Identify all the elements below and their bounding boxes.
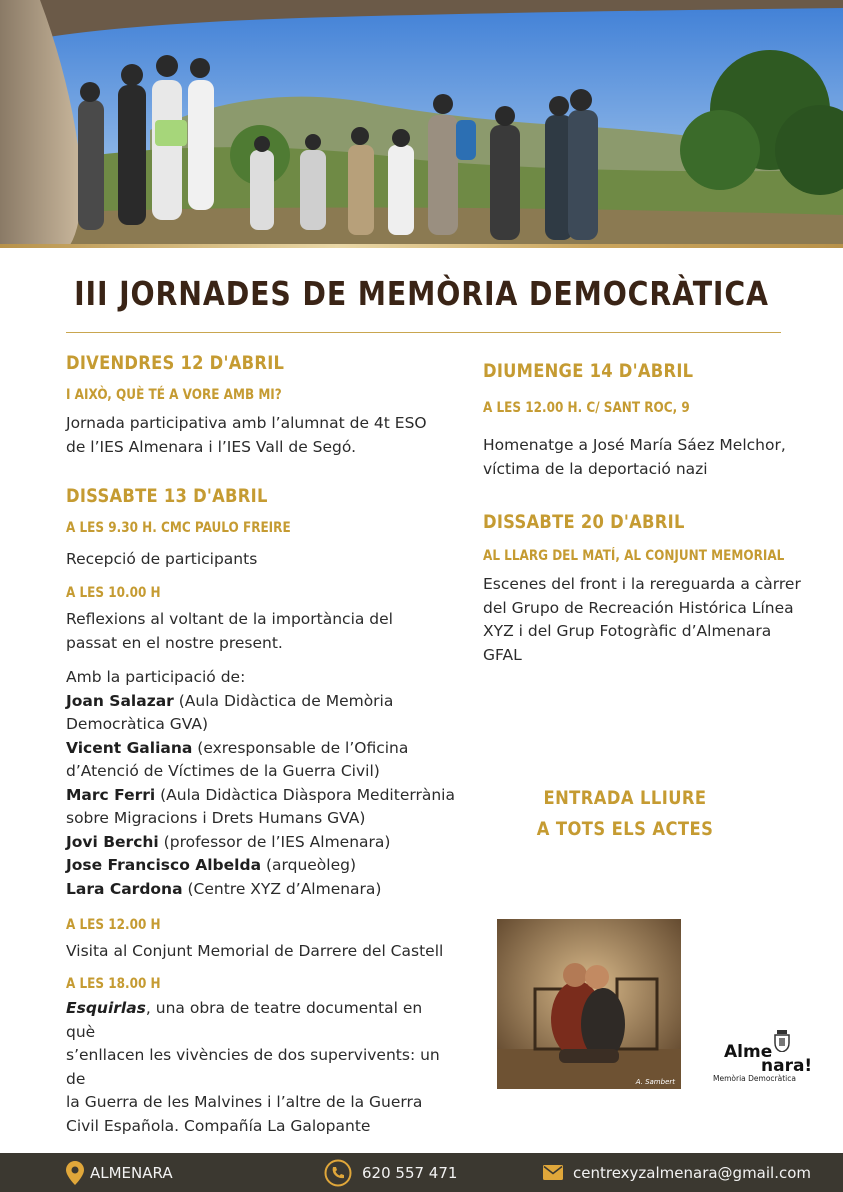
text-line: Escenes del front i la rereguarda a càrrer [483, 575, 801, 593]
play-title: Esquirlas [66, 999, 146, 1017]
logo-subtitle: Memòria Democràtica [713, 1074, 796, 1083]
phone-icon [323, 1158, 353, 1188]
participant-role: (Aula Didàctica de Memòria [173, 691, 394, 710]
saturday20-heading: DISSABTE 20 D'ABRIL [483, 511, 685, 533]
text-line: XYZ i del Grup Fotogràfic d’Almenara [483, 622, 772, 640]
text-fragment: , una obra de teatre documental en què [66, 999, 423, 1041]
email-text[interactable]: centrexyzalmenara@gmail.com [573, 1163, 812, 1182]
free-entry-line: ENTRADA LLIURE [543, 787, 707, 809]
participant-name: Joan Salazar [66, 691, 174, 710]
title-divider [66, 332, 781, 333]
participant-role: Democràtica GVA) [66, 715, 209, 733]
white-band [0, 248, 843, 262]
saturday13-time-1: A LES 9.30 H. CMC PAULO FREIRE [66, 520, 291, 536]
participants-intro: Amb la participació de: [66, 668, 246, 686]
participant-name: Jovi Berchi [66, 832, 159, 851]
participant [66, 690, 456, 714]
text-line [66, 997, 456, 1044]
theatre-photo [497, 919, 681, 1089]
phone-text[interactable]: 620 557 471 [362, 1163, 458, 1182]
mail-icon [543, 1165, 563, 1180]
participant-name: Jose Francisco Albelda [66, 856, 262, 874]
participants-list [66, 666, 456, 901]
sunday-description [483, 434, 786, 481]
friday-desc-line: de l’IES Almenara i l’IES Vall de Segó. [66, 437, 357, 456]
location-pin-icon [66, 1161, 84, 1185]
text-line: víctima de la deportació nazi [483, 459, 708, 478]
text-line: passat en el nostre present. [66, 633, 283, 652]
text-line: s’enllacen les vivències de dos supervivents: un de [66, 1046, 440, 1088]
participant-role: (Centre XYZ d’Almenara) [182, 879, 382, 898]
saturday13-text-1: Recepció de participants [66, 550, 258, 568]
participant [66, 737, 456, 761]
text-line: GFAL [483, 645, 522, 664]
saturday13-time-3: A LES 12.00 H [66, 917, 161, 933]
logo-word: nara! [761, 1056, 813, 1076]
participant-role: sobre Migracions i Drets Humans GVA) [66, 809, 366, 827]
participant-name: Marc Ferri [66, 785, 156, 804]
friday-description [66, 412, 427, 459]
text-line: Homenatge a José María Sáez Melchor, [483, 436, 786, 454]
saturday13-text-3: Visita al Conjunt Memorial de Darrere del Castell [66, 942, 444, 960]
text-line: del Grupo de Recreación Histórica Línea [483, 598, 794, 617]
participant-role: (exresponsable de l’Oficina [192, 738, 409, 757]
footer-email[interactable] [543, 1153, 811, 1192]
saturday20-subtitle: AL LLARG DEL MATÍ, AL CONJUNT MEMORIAL [483, 548, 785, 564]
logo-word: Alme [724, 1042, 773, 1062]
footer-location [66, 1153, 173, 1192]
saturday13-heading: DISSABTE 13 D'ABRIL [66, 485, 268, 507]
participant-role: (arqueòleg) [261, 856, 357, 874]
participant-name: Vicent Galiana [66, 738, 193, 757]
participant-role: (professor de l’IES Almenara) [158, 832, 391, 851]
text-line: Civil Española. Compañía La Galopante [66, 1116, 371, 1135]
free-entry-notice [535, 783, 716, 845]
participant-role: d’Atenció de Víctimes de la Guerra Civil) [66, 762, 380, 780]
participant-name: Lara Cardona [66, 879, 183, 898]
saturday13-text-2 [66, 608, 393, 655]
participant [66, 831, 456, 855]
photo-credit: A. Sambert [635, 1078, 675, 1086]
page-title: III JORNADES DE MEMÒRIA DEMOCRÀTICA [74, 274, 769, 313]
text-line: la Guerra de les Malvines i l’altre de la Guerra [66, 1093, 423, 1111]
hero-photo [0, 0, 843, 262]
friday-heading: DIVENDRES 12 D'ABRIL [66, 352, 285, 374]
participant [66, 878, 456, 902]
saturday13-time-4: A LES 18.00 H [66, 976, 161, 992]
sunday-subtitle: A LES 12.00 H. C/ SANT ROC, 9 [483, 400, 690, 416]
participant [66, 854, 456, 878]
saturday13-time-2: A LES 10.00 H [66, 585, 161, 601]
participant-role: (Aula Didàctica Diàspora Mediterrània [155, 785, 455, 804]
friday-subtitle: I AIXÒ, QUÈ TÉ A VORE AMB MI? [66, 387, 282, 403]
saturday20-description [483, 573, 801, 667]
crest-icon [774, 1030, 790, 1052]
location-text: ALMENARA [90, 1163, 173, 1182]
footer-phone[interactable] [323, 1153, 457, 1192]
sunday-heading: DIUMENGE 14 D'ABRIL [483, 360, 694, 382]
almenara-logo [712, 1030, 813, 1084]
friday-desc-line: Jornada participativa amb l’alumnat de 4t ESO [66, 414, 427, 432]
text-line: Reflexions al voltant de la importància del [66, 610, 393, 628]
free-entry-line: A TOTS ELS ACTES [536, 818, 714, 840]
footer [0, 1153, 843, 1192]
participant [66, 784, 456, 808]
saturday13-text-4 [66, 997, 456, 1138]
